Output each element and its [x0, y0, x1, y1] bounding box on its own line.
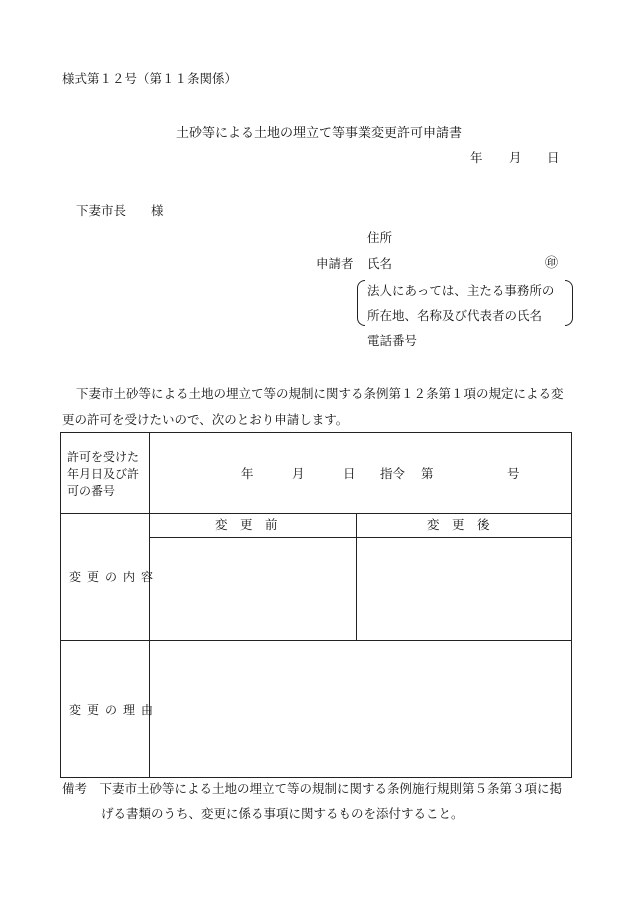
left-bracket — [357, 280, 365, 326]
applicant-label: 申請者 — [316, 256, 354, 271]
change-reason-cell[interactable] — [151, 642, 569, 775]
permit-label — [67, 449, 139, 500]
corporate-note-line2: 所在地、名称及び代表者の氏名 — [367, 308, 543, 323]
change-reason-label: 変更の理由 — [69, 703, 160, 717]
permit-label-line2: 年月日及び許 — [67, 467, 140, 481]
form-number: 様式第１２号（第１１条関係） — [62, 71, 238, 86]
document-title: 土砂等による土地の埋立て等事業変更許可申請書 — [176, 126, 463, 141]
body-text-line2: 更の許可を受けたいので、次のとおり申請します。 — [62, 412, 349, 427]
corporate-note-line1: 法人にあっては、主たる事務所の — [367, 283, 555, 298]
permit-label-line1: 許可を受けた — [67, 450, 140, 464]
row-divider-header — [149, 537, 571, 538]
permit-label-line3: 可の番号 — [67, 484, 116, 498]
change-content-label: 変更の内容 — [69, 570, 160, 584]
permit-year-label: 年 — [241, 466, 254, 481]
addressee: 下妻市長 様 — [76, 203, 164, 218]
row-divider-2 — [61, 640, 571, 641]
remarks-line2: げる書類のうち、変更に係る事項に関するものを添付すること。 — [101, 806, 464, 821]
right-bracket — [565, 280, 573, 326]
phone-label: 電話番号 — [367, 333, 418, 348]
date-year-label: 年 — [470, 150, 483, 165]
name-label: 氏名 — [367, 256, 393, 271]
label-column-divider — [149, 433, 150, 777]
permit-month-label: 月 — [292, 466, 305, 481]
permit-day-label: 日 — [343, 466, 356, 481]
before-header: 変 更 前 — [215, 517, 278, 532]
after-content-cell[interactable] — [358, 539, 569, 638]
address-label: 住所 — [367, 230, 393, 245]
permit-directive-label: 指令 — [380, 466, 406, 481]
permit-dai-label: 第 — [421, 466, 434, 481]
body-text-line1: 下妻市土砂等による土地の埋立て等の規制に関する条例第１２条第１項の規定による変 — [76, 386, 564, 401]
before-after-divider — [356, 513, 357, 640]
date-month-label: 月 — [509, 150, 522, 165]
seal-mark: ㊞ — [545, 256, 559, 271]
after-header: 変 更 後 — [427, 517, 490, 532]
permit-go-label: 号 — [507, 466, 520, 481]
row-divider-1 — [61, 513, 571, 514]
before-content-cell[interactable] — [151, 539, 354, 638]
remarks-line1: 備考 下妻市土砂等による土地の埋立て等の規制に関する条例施行規則第５条第３項に掲 — [62, 781, 563, 796]
application-table — [60, 432, 572, 778]
date-day-label: 日 — [547, 150, 560, 165]
